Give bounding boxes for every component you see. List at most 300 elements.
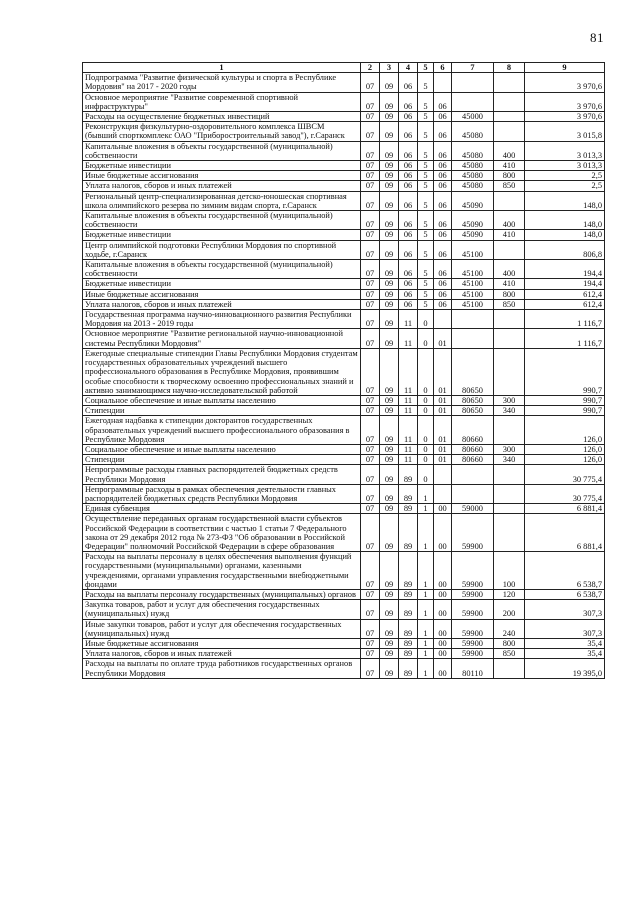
- code-col-3: 09: [380, 406, 399, 416]
- code-col-5: 5: [418, 161, 434, 171]
- code-col-3: 09: [380, 73, 399, 92]
- code-col-3: 09: [380, 649, 399, 659]
- code-col-6: 06: [434, 299, 452, 309]
- amount-cell: 2,5: [525, 171, 605, 181]
- code-col-8: 850: [494, 649, 525, 659]
- code-col-7: [452, 465, 494, 484]
- code-col-8: 400: [494, 211, 525, 230]
- code-col-2: 07: [361, 230, 380, 240]
- code-col-4: 89: [399, 484, 418, 503]
- row-label: Ежегодные специальные стипендии Главы Республики Мордовия студентам государственных образовательных учреждений высшего профессионального образования в Республике Мордовия, проявившим особые способности к творческому освоению профессиональных знаний и активно занимающимся научно-исследовательской работой: [83, 348, 361, 395]
- code-col-8: 410: [494, 161, 525, 171]
- code-col-5: 1: [418, 552, 434, 590]
- table-row: [83, 73, 605, 92]
- code-col-8: 340: [494, 406, 525, 416]
- table-row: [83, 649, 605, 659]
- column-header: 3: [380, 63, 399, 73]
- amount-cell: 6 538,7: [525, 589, 605, 599]
- row-label: Расходы на выплаты персоналу в целях обеспечения выполнения функций государственными (муниципальными) органами, казенными учреждениями, органами управления государственными внебюджетными фондами: [83, 552, 361, 590]
- code-col-6: 00: [434, 504, 452, 514]
- row-label: Основное мероприятие "Развитие региональной научно-инновационной системы Республики Мордовия": [83, 329, 361, 348]
- amount-cell: 990,7: [525, 406, 605, 416]
- code-col-4: 06: [399, 122, 418, 141]
- table-row: [83, 589, 605, 599]
- code-col-3: 09: [380, 619, 399, 638]
- row-label: Бюджетные инвестиции: [83, 161, 361, 171]
- row-label: Ежегодная надбавка к стипендии докторантов государственных образовательных учреждений высшего профессионального образования в Республике Мордовия: [83, 416, 361, 445]
- code-col-4: 06: [399, 279, 418, 289]
- code-col-8: 850: [494, 299, 525, 309]
- code-col-7: 59000: [452, 504, 494, 514]
- code-col-5: 0: [418, 395, 434, 405]
- code-col-8: [494, 465, 525, 484]
- amount-cell: 194,4: [525, 279, 605, 289]
- code-col-7: 45100: [452, 279, 494, 289]
- code-col-6: 00: [434, 649, 452, 659]
- code-col-7: 45090: [452, 230, 494, 240]
- code-col-2: 07: [361, 171, 380, 181]
- code-col-2: 07: [361, 112, 380, 122]
- row-label: Единая субвенция: [83, 504, 361, 514]
- code-col-6: 06: [434, 92, 452, 111]
- code-col-5: 0: [418, 444, 434, 454]
- table-row: [83, 619, 605, 638]
- amount-cell: 6 881,4: [525, 514, 605, 552]
- code-col-6: [434, 310, 452, 329]
- amount-cell: 307,3: [525, 600, 605, 619]
- table-row: [83, 279, 605, 289]
- code-col-6: 01: [434, 444, 452, 454]
- code-col-8: 410: [494, 230, 525, 240]
- amount-cell: 194,4: [525, 260, 605, 279]
- row-label: Иные бюджетные ассигнования: [83, 171, 361, 181]
- row-label: Подпрограмма "Развитие физической культуры и спорта в Республике Мордовия" на 2017 - 2020 годы: [83, 73, 361, 92]
- amount-cell: 3 970,6: [525, 73, 605, 92]
- code-col-6: [434, 73, 452, 92]
- code-col-8: [494, 122, 525, 141]
- table-row: [83, 329, 605, 348]
- code-col-7: 59900: [452, 514, 494, 552]
- code-col-5: 5: [418, 181, 434, 191]
- code-col-5: 0: [418, 406, 434, 416]
- code-col-8: 240: [494, 619, 525, 638]
- code-col-8: [494, 112, 525, 122]
- code-col-8: [494, 329, 525, 348]
- code-col-5: 5: [418, 240, 434, 259]
- code-col-2: 07: [361, 279, 380, 289]
- amount-cell: 806,8: [525, 240, 605, 259]
- code-col-6: 01: [434, 329, 452, 348]
- table-row: [83, 141, 605, 160]
- code-col-6: 00: [434, 589, 452, 599]
- amount-cell: 3 013,3: [525, 161, 605, 171]
- code-col-8: 410: [494, 279, 525, 289]
- code-col-8: 400: [494, 260, 525, 279]
- code-col-3: 09: [380, 289, 399, 299]
- code-col-8: [494, 191, 525, 210]
- code-col-7: 80660: [452, 444, 494, 454]
- amount-cell: 126,0: [525, 455, 605, 465]
- code-col-8: 300: [494, 395, 525, 405]
- code-col-8: 800: [494, 171, 525, 181]
- code-col-2: 07: [361, 484, 380, 503]
- code-col-4: 06: [399, 171, 418, 181]
- table-row: [83, 299, 605, 309]
- code-col-6: 06: [434, 122, 452, 141]
- amount-cell: 126,0: [525, 444, 605, 454]
- code-col-4: 89: [399, 514, 418, 552]
- code-col-3: 09: [380, 122, 399, 141]
- table-row: [83, 514, 605, 552]
- row-label: Бюджетные инвестиции: [83, 230, 361, 240]
- code-col-3: 09: [380, 638, 399, 648]
- code-col-4: 06: [399, 112, 418, 122]
- code-col-8: [494, 240, 525, 259]
- budget-table: [82, 62, 605, 679]
- table-row: [83, 638, 605, 648]
- amount-cell: 612,4: [525, 289, 605, 299]
- code-col-6: 06: [434, 112, 452, 122]
- code-col-3: 09: [380, 465, 399, 484]
- table-row: [83, 122, 605, 141]
- row-label: Непрограммные расходы в рамках обеспечения деятельности главных распорядителей бюджетных средств Республики Мордовия: [83, 484, 361, 503]
- row-label: Закупка товаров, работ и услуг для обеспечения государственных (муниципальных) нужд: [83, 600, 361, 619]
- code-col-4: 11: [399, 329, 418, 348]
- code-col-7: 80660: [452, 416, 494, 445]
- table-row: [83, 504, 605, 514]
- code-col-8: 400: [494, 141, 525, 160]
- code-col-3: 09: [380, 260, 399, 279]
- code-col-4: 89: [399, 659, 418, 678]
- table-row: [83, 240, 605, 259]
- code-col-3: 09: [380, 299, 399, 309]
- code-col-6: 00: [434, 638, 452, 648]
- amount-cell: 612,4: [525, 299, 605, 309]
- code-col-6: 01: [434, 348, 452, 395]
- code-col-7: 59900: [452, 552, 494, 590]
- table-row: [83, 416, 605, 445]
- code-col-5: 1: [418, 659, 434, 678]
- code-col-3: 09: [380, 589, 399, 599]
- code-col-7: 45080: [452, 122, 494, 141]
- code-col-8: 800: [494, 638, 525, 648]
- code-col-7: 59900: [452, 649, 494, 659]
- code-col-7: 59900: [452, 600, 494, 619]
- code-col-5: 1: [418, 638, 434, 648]
- amount-cell: 19 395,0: [525, 659, 605, 678]
- code-col-6: 00: [434, 659, 452, 678]
- code-col-4: 89: [399, 619, 418, 638]
- code-col-4: 06: [399, 73, 418, 92]
- code-col-3: 09: [380, 416, 399, 445]
- row-label: Иные бюджетные ассигнования: [83, 638, 361, 648]
- code-col-4: 89: [399, 465, 418, 484]
- code-col-7: 80650: [452, 406, 494, 416]
- code-col-7: 80650: [452, 348, 494, 395]
- code-col-5: 1: [418, 600, 434, 619]
- code-col-7: 45080: [452, 141, 494, 160]
- amount-cell: 307,3: [525, 619, 605, 638]
- code-col-6: 01: [434, 406, 452, 416]
- code-col-3: 09: [380, 171, 399, 181]
- code-col-2: 07: [361, 619, 380, 638]
- code-col-2: 07: [361, 638, 380, 648]
- code-col-2: 07: [361, 161, 380, 171]
- code-col-3: 09: [380, 230, 399, 240]
- amount-cell: 35,4: [525, 638, 605, 648]
- code-col-2: 07: [361, 444, 380, 454]
- code-col-2: 07: [361, 181, 380, 191]
- code-col-3: 09: [380, 329, 399, 348]
- table-row: [83, 260, 605, 279]
- row-label: Стипендии: [83, 455, 361, 465]
- row-label: Расходы на выплаты персоналу государственных (муниципальных) органов: [83, 589, 361, 599]
- amount-cell: 148,0: [525, 230, 605, 240]
- amount-cell: 30 775,4: [525, 484, 605, 503]
- amount-cell: 148,0: [525, 191, 605, 210]
- code-col-5: 0: [418, 329, 434, 348]
- code-col-4: 89: [399, 552, 418, 590]
- code-col-7: 45000: [452, 112, 494, 122]
- code-col-2: 07: [361, 260, 380, 279]
- code-col-4: 06: [399, 289, 418, 299]
- table-row: [83, 171, 605, 181]
- code-col-4: 06: [399, 181, 418, 191]
- code-col-4: 11: [399, 416, 418, 445]
- code-col-2: 07: [361, 73, 380, 92]
- table-row: [83, 659, 605, 678]
- column-header: 6: [434, 63, 452, 73]
- code-col-6: 06: [434, 240, 452, 259]
- row-label: Осуществление переданных органам государственной власти субъектов Российской Федерации в соответствии с частью 1 статьи 7 Федерального закона от 29 декабря 2012 года № 273-ФЗ "Об образовании в Российской Федерации" полномочий Российской Федерации в сфере образования: [83, 514, 361, 552]
- row-label: Региональный центр-специализированная детско-юношеская спортивная школа олимпийского резерва по зимним видам спорта, г.Саранск: [83, 191, 361, 210]
- code-col-8: 100: [494, 552, 525, 590]
- code-col-3: 09: [380, 395, 399, 405]
- code-col-7: 45080: [452, 161, 494, 171]
- code-col-4: 11: [399, 406, 418, 416]
- code-col-4: 06: [399, 191, 418, 210]
- code-col-8: [494, 73, 525, 92]
- code-col-4: 89: [399, 504, 418, 514]
- code-col-7: [452, 310, 494, 329]
- row-label: Реконструкция физкультурно-оздоровительного комплекса ШВСМ (бывший спорткомплекс ОАО "Приборостроительный завод"), г.Саранск: [83, 122, 361, 141]
- code-col-3: 09: [380, 112, 399, 122]
- code-col-4: 06: [399, 92, 418, 111]
- code-col-4: 06: [399, 240, 418, 259]
- code-col-6: 01: [434, 395, 452, 405]
- code-col-5: 1: [418, 649, 434, 659]
- code-col-4: 89: [399, 638, 418, 648]
- row-label: Уплата налогов, сборов и иных платежей: [83, 299, 361, 309]
- code-col-3: 09: [380, 310, 399, 329]
- code-col-4: 89: [399, 649, 418, 659]
- row-label: Уплата налогов, сборов и иных платежей: [83, 649, 361, 659]
- code-col-3: 09: [380, 240, 399, 259]
- code-col-3: 09: [380, 484, 399, 503]
- row-label: Социальное обеспечение и иные выплаты населению: [83, 395, 361, 405]
- code-col-8: 120: [494, 589, 525, 599]
- table-row: [83, 406, 605, 416]
- code-col-5: 1: [418, 619, 434, 638]
- column-header: 7: [452, 63, 494, 73]
- table-row: [83, 92, 605, 111]
- code-col-4: 11: [399, 348, 418, 395]
- code-col-5: 5: [418, 211, 434, 230]
- code-col-7: 59900: [452, 589, 494, 599]
- code-col-6: [434, 484, 452, 503]
- code-col-6: 06: [434, 181, 452, 191]
- table-header-row: [83, 63, 605, 73]
- amount-cell: 6 881,4: [525, 504, 605, 514]
- code-col-6: 01: [434, 455, 452, 465]
- code-col-6: 06: [434, 279, 452, 289]
- code-col-7: 45090: [452, 211, 494, 230]
- table-row: [83, 444, 605, 454]
- row-label: Основное мероприятие "Развитие современной спортивной инфраструктуры": [83, 92, 361, 111]
- code-col-5: 1: [418, 504, 434, 514]
- code-col-5: 5: [418, 92, 434, 111]
- code-col-7: 45100: [452, 289, 494, 299]
- code-col-2: 07: [361, 552, 380, 590]
- table-row: [83, 230, 605, 240]
- table-row: [83, 289, 605, 299]
- table-row: [83, 211, 605, 230]
- code-col-6: [434, 465, 452, 484]
- amount-cell: 35,4: [525, 649, 605, 659]
- code-col-2: 07: [361, 191, 380, 210]
- table-row: [83, 395, 605, 405]
- code-col-2: 07: [361, 589, 380, 599]
- row-label: Расходы на выплаты по оплате труда работников государственных органов Республики Мордовия: [83, 659, 361, 678]
- code-col-4: 06: [399, 211, 418, 230]
- code-col-2: 07: [361, 310, 380, 329]
- code-col-5: 5: [418, 230, 434, 240]
- column-header: 2: [361, 63, 380, 73]
- code-col-6: 00: [434, 552, 452, 590]
- amount-cell: 126,0: [525, 416, 605, 445]
- amount-cell: 3 970,6: [525, 112, 605, 122]
- code-col-4: 06: [399, 141, 418, 160]
- code-col-3: 09: [380, 514, 399, 552]
- code-col-2: 07: [361, 406, 380, 416]
- code-col-6: 06: [434, 141, 452, 160]
- code-col-5: 5: [418, 279, 434, 289]
- code-col-2: 07: [361, 211, 380, 230]
- code-col-2: 07: [361, 455, 380, 465]
- code-col-8: [494, 310, 525, 329]
- code-col-3: 09: [380, 141, 399, 160]
- code-col-5: 5: [418, 122, 434, 141]
- code-col-6: 06: [434, 191, 452, 210]
- code-col-8: [494, 659, 525, 678]
- row-label: Капитальные вложения в объекты государственной (муниципальной) собственности: [83, 141, 361, 160]
- code-col-7: 45080: [452, 171, 494, 181]
- code-col-7: [452, 329, 494, 348]
- code-col-4: 89: [399, 589, 418, 599]
- code-col-6: 06: [434, 289, 452, 299]
- code-col-5: 5: [418, 299, 434, 309]
- code-col-7: 59900: [452, 619, 494, 638]
- page-number: 81: [590, 30, 604, 45]
- table-body: [83, 73, 605, 679]
- code-col-4: 06: [399, 260, 418, 279]
- code-col-4: 11: [399, 455, 418, 465]
- table-row: [83, 484, 605, 503]
- code-col-8: [494, 484, 525, 503]
- row-label: Иные бюджетные ассигнования: [83, 289, 361, 299]
- code-col-5: 5: [418, 289, 434, 299]
- code-col-4: 89: [399, 600, 418, 619]
- amount-cell: 30 775,4: [525, 465, 605, 484]
- code-col-8: [494, 416, 525, 445]
- row-label: Непрограммные расходы главных распорядителей бюджетных средств Республики Мордовия: [83, 465, 361, 484]
- code-col-8: [494, 92, 525, 111]
- amount-cell: 1 116,7: [525, 310, 605, 329]
- code-col-4: 11: [399, 395, 418, 405]
- code-col-2: 07: [361, 329, 380, 348]
- table-row: [83, 348, 605, 395]
- code-col-2: 07: [361, 122, 380, 141]
- table-row: [83, 112, 605, 122]
- code-col-6: 06: [434, 260, 452, 279]
- code-col-7: 80650: [452, 395, 494, 405]
- code-col-3: 09: [380, 92, 399, 111]
- code-col-7: 80660: [452, 455, 494, 465]
- code-col-8: 300: [494, 444, 525, 454]
- code-col-5: 1: [418, 589, 434, 599]
- code-col-3: 09: [380, 552, 399, 590]
- code-col-4: 06: [399, 230, 418, 240]
- code-col-5: 0: [418, 348, 434, 395]
- code-col-2: 07: [361, 504, 380, 514]
- code-col-7: [452, 484, 494, 503]
- table-row: [83, 600, 605, 619]
- code-col-2: 07: [361, 514, 380, 552]
- row-label: Капитальные вложения в объекты государственной (муниципальной) собственности: [83, 260, 361, 279]
- amount-cell: 990,7: [525, 395, 605, 405]
- amount-cell: 1 116,7: [525, 329, 605, 348]
- code-col-8: [494, 514, 525, 552]
- table-row: [83, 455, 605, 465]
- row-label: Уплата налогов, сборов и иных платежей: [83, 181, 361, 191]
- row-label: Бюджетные инвестиции: [83, 279, 361, 289]
- amount-cell: 3 970,6: [525, 92, 605, 111]
- table-row: [83, 552, 605, 590]
- amount-cell: 6 538,7: [525, 552, 605, 590]
- code-col-3: 09: [380, 444, 399, 454]
- amount-cell: 3 015,8: [525, 122, 605, 141]
- code-col-5: 0: [418, 416, 434, 445]
- code-col-3: 09: [380, 348, 399, 395]
- code-col-7: 45080: [452, 181, 494, 191]
- table-row: [83, 161, 605, 171]
- code-col-3: 09: [380, 161, 399, 171]
- code-col-3: 09: [380, 181, 399, 191]
- code-col-7: 45090: [452, 191, 494, 210]
- code-col-3: 09: [380, 455, 399, 465]
- code-col-5: 5: [418, 191, 434, 210]
- code-col-3: 09: [380, 504, 399, 514]
- code-col-3: 09: [380, 600, 399, 619]
- code-col-7: [452, 73, 494, 92]
- code-col-3: 09: [380, 279, 399, 289]
- code-col-5: 0: [418, 465, 434, 484]
- column-header: 4: [399, 63, 418, 73]
- row-label: Капитальные вложения в объекты государственной (муниципальной) собственности: [83, 211, 361, 230]
- code-col-5: 0: [418, 310, 434, 329]
- code-col-6: 00: [434, 619, 452, 638]
- table-row: [83, 191, 605, 210]
